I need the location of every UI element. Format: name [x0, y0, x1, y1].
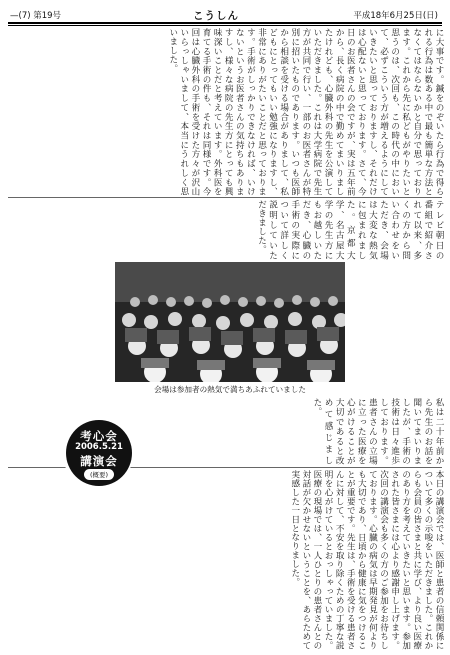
- article-text-band-4: 本日の講演会では、医師と患者の信頼関係について多くの示唆をいただきました。これからも会員の皆さまと共に学び、より良い医療のあり方を考えていきたいと思います。参加された皆さまには心より感謝申し上げます。次回の講演会も多くの方のご参加をお待ちしております。心臓の病気は早期発見が何よりも大切であり、日頃から健康に気をつけることが重要です。先生は、手術を受ける患者さんに対して、不安を取り除くための丁寧な説明を心がけているとおっしゃっていました。医療の現場では、一人ひとりの患者さんとの対話が欠かせないということを、あらためて実感した一日となりました。: [289, 470, 444, 650]
- article-text-band-3: 私は二十年前から先生のお話を聞いてまいりましたが、手術の技術は日々進歩しております。患者さんの立場に立った医療を心がけることが大切であると改めて感じました。: [311, 398, 444, 465]
- band-divider: [8, 197, 442, 198]
- article-text-band-2: テレビ朝日の番組で紹介されて以来、多くの方から問い合わせをいただき、会場は大変な熱気に包まれました。京都大学、名古屋大学の先生方にもお越しいただき、心臓の手術の実際について詳しく説明していただきました。: [256, 200, 444, 260]
- page-issue-number: —(7) 第19号: [10, 11, 62, 21]
- lecture-audience-photo: [115, 262, 345, 382]
- header-rule-thin: [8, 25, 442, 26]
- audience-photo-image: [115, 262, 345, 382]
- badge-society-name: 考心会: [80, 429, 118, 443]
- article-text-band-1: に大事です。鍼をのぞいたら行為で得られる行為は数ある中で最も簡単な方法となくてはならないかと自分で思っております。これから先に私どもがやりたいと思うのは、次回も、この時代の中において、必ずこういう方が増えるようにしていきたいと思っておりますし、それだけは心配ないと思っております。さて、今日のお医者さんの会ですが、実は五年前から、長く病院の中で勤めてまいりましたけれども、心臓外科の先生を公演していただきました。これは大学病院で先生方が共同で行い、一部のお医者さんが特別に招いたものであります。いつも医師から相談を受ける場合がありまして、私どもにとってもいい勉強になりますし、非常にありがたいことだと思っております。手術がしっかりできなければ、いけないというお医者さんの気持ちもありますし、様々な病院の先生方にとっても興味深いことだと考えています。外科医を育てる手術の件も、それは同様です。今回は心臓外科の手術を受けた方々が沢山いらっしゃいまして、本当にうれしく思いました。: [167, 28, 444, 196]
- badge-summary-tag: (概要): [84, 469, 114, 480]
- lecture-badge: [66, 420, 132, 486]
- header-rule: [8, 22, 442, 24]
- page-header: [8, 6, 442, 24]
- newsletter-title: こうしん: [193, 10, 239, 22]
- issue-date: 平成18年6月25日(日): [353, 11, 438, 21]
- badge-date: 2006.5.21: [75, 442, 123, 452]
- badge-event-name: 講演会: [80, 454, 118, 468]
- photo-caption: 会場は参加者の熱気で満ちあふれていました: [154, 385, 306, 394]
